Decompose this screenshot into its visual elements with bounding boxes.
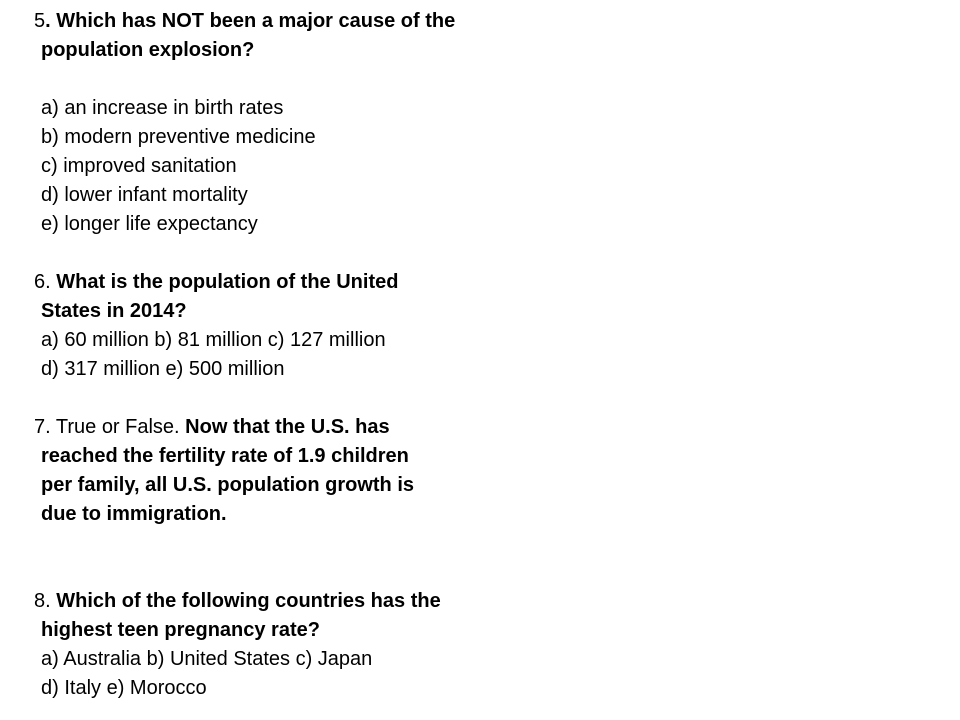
quiz-slide [34, 7, 934, 703]
question-7-text: Now that the U.S. has [185, 416, 390, 438]
question-6-line-1 [34, 268, 934, 297]
question-5-number: 5 [34, 10, 46, 32]
question-5 [34, 7, 934, 239]
question-5-option-e: e) longer life expectancy [41, 213, 258, 235]
question-8 [34, 587, 934, 703]
question-8-options-line-1: a) Australia b) United States c) Japan [41, 648, 373, 670]
question-7-line-2: reached the fertility rate of 1.9 children [41, 445, 409, 467]
question-5-text: . Which has NOT been a major cause of the [45, 10, 456, 32]
question-5-option-b: b) modern preventive medicine [41, 126, 316, 148]
question-5-option-a: a) an increase in birth rates [41, 97, 284, 119]
question-6-text: What is the population of the United [56, 271, 399, 293]
question-8-line-2: highest teen pregnancy rate? [41, 619, 320, 641]
question-6-line-2: States in 2014? [41, 300, 187, 322]
question-7 [34, 413, 934, 529]
question-5-option-d: d) lower infant mortality [41, 184, 248, 206]
question-8-number: 8. [34, 590, 57, 612]
question-7-line-4: due to immigration. [41, 503, 227, 525]
question-5-line-1 [34, 7, 934, 36]
question-6-options-line-1: a) 60 million b) 81 million c) 127 million [41, 329, 386, 351]
question-6-number: 6. [34, 271, 57, 293]
question-7-prefix: 7. True or False. [34, 416, 186, 438]
question-5-option-c: c) improved sanitation [41, 155, 237, 177]
question-5-line-2: population explosion? [41, 39, 255, 61]
question-7-line-3: per family, all U.S. population growth is [41, 474, 414, 496]
question-7-line-1 [34, 413, 934, 442]
question-6-options-line-2: d) 317 million e) 500 million [41, 358, 285, 380]
question-6 [34, 268, 934, 384]
question-8-options-line-2: d) Italy e) Morocco [41, 677, 207, 699]
question-8-line-1 [34, 587, 934, 616]
question-8-text: Which of the following countries has the [56, 590, 441, 612]
